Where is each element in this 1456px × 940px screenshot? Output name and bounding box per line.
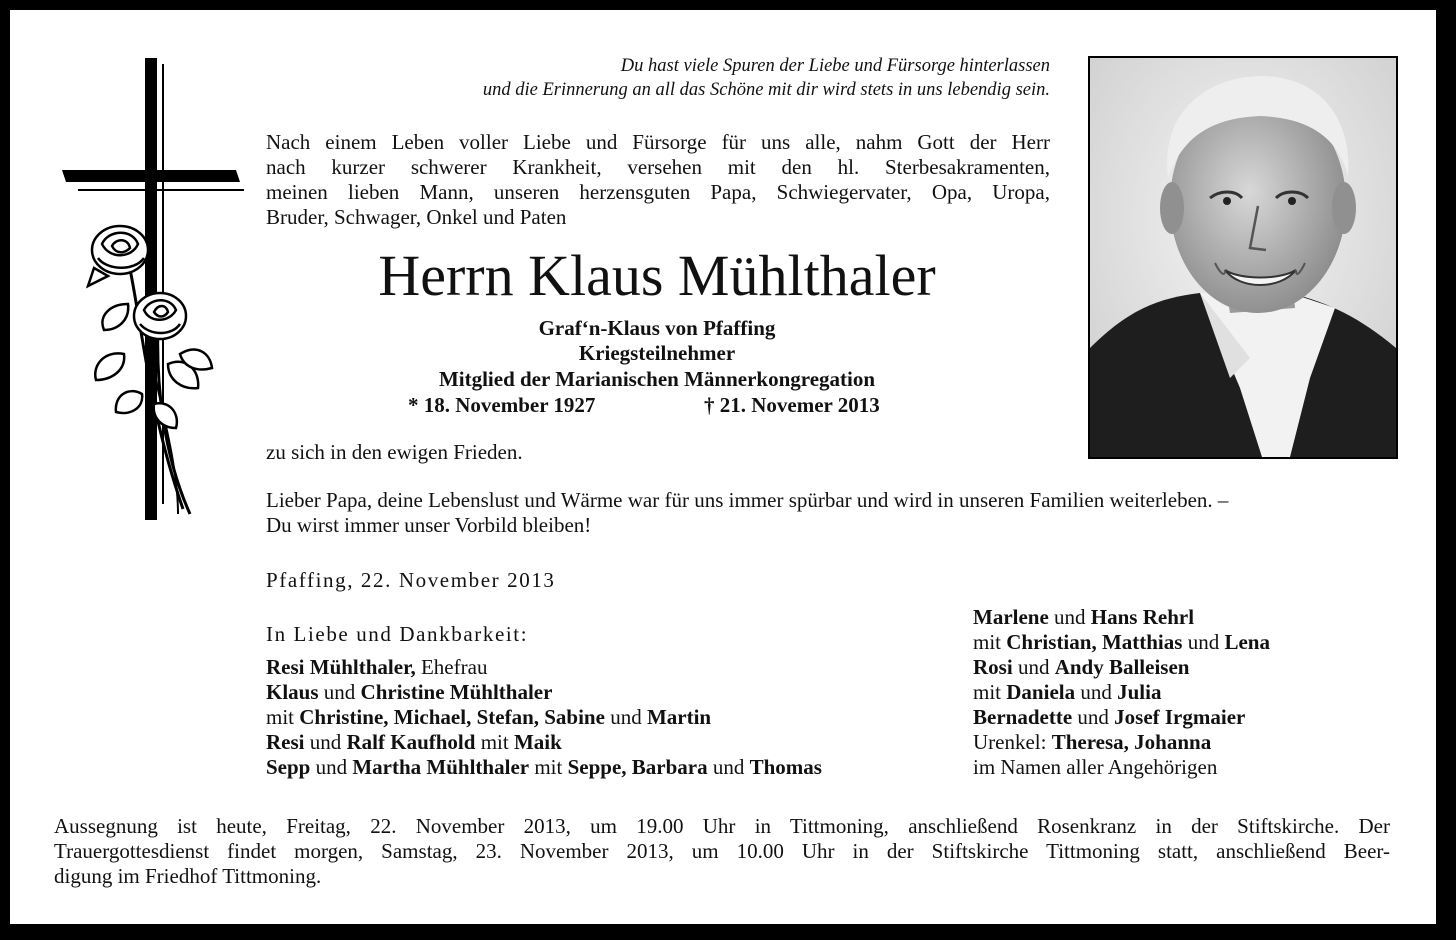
place-date: Pfaffing, 22. November 2013 bbox=[266, 568, 556, 592]
family-line bbox=[266, 655, 822, 680]
family-line bbox=[973, 655, 1270, 680]
motto-line-2: und die Erinnerung an all das Schöne mit dir wird stets in uns lebendig sein. bbox=[482, 80, 1050, 100]
family-name: Marlene bbox=[973, 605, 1049, 629]
family-line bbox=[266, 705, 822, 730]
birth-date: * 18. November 1927 bbox=[408, 393, 596, 417]
family-connector: Urenkel: bbox=[973, 730, 1052, 754]
family-name: Thomas bbox=[749, 755, 822, 779]
deceased-nickname: Graf‘n-Klaus von Pfaffing bbox=[538, 316, 776, 340]
family-name: Resi Mühlthaler, bbox=[266, 655, 416, 679]
family-name: Sepp bbox=[266, 755, 311, 779]
family-name: Christine Mühlthaler bbox=[360, 680, 553, 704]
motto-line-1: Du hast viele Spuren der Liebe und Fürsorge hinterlassen bbox=[620, 56, 1050, 76]
family-name: Christine, Michael, Stefan, Sabine bbox=[299, 705, 605, 729]
intro-line-3: meinen lieben Mann, unseren herzensguten Papa, Schwiegervater, Opa, Uropa, bbox=[266, 180, 1050, 204]
portrait-photo bbox=[1088, 56, 1398, 459]
family-connector: und bbox=[1182, 630, 1225, 654]
deceased-name: Herrn Klaus Mühlthaler bbox=[378, 243, 936, 308]
family-connector: und bbox=[310, 755, 353, 779]
family-name: Theresa, Johanna bbox=[1051, 730, 1212, 754]
family-name: Ralf Kaufhold bbox=[346, 730, 476, 754]
family-name: Christian, Matthias bbox=[1006, 630, 1183, 654]
family-list-right bbox=[973, 605, 1270, 780]
family-line bbox=[973, 630, 1270, 655]
family-name: Resi bbox=[266, 730, 305, 754]
family-connector: und bbox=[1012, 655, 1055, 679]
family-connector: und bbox=[1072, 705, 1115, 729]
family-connector: mit bbox=[973, 680, 1007, 704]
family-line bbox=[266, 755, 822, 780]
family-line bbox=[973, 605, 1270, 630]
family-name: Martha Mühlthaler bbox=[352, 755, 530, 779]
love-line: In Liebe und Dankbarkeit: bbox=[266, 622, 529, 646]
intro-line-4: Bruder, Schwager, Onkel und Paten bbox=[266, 205, 567, 229]
deceased-title-2: Mitglied der Marianischen Männerkongregation bbox=[438, 367, 876, 391]
family-name: Julia bbox=[1117, 680, 1162, 704]
obituary-notice bbox=[10, 10, 1436, 924]
family-name: Klaus bbox=[266, 680, 319, 704]
cross-with-roses-icon bbox=[58, 54, 248, 524]
family-connector: mit bbox=[529, 755, 568, 779]
family-line bbox=[973, 730, 1270, 755]
peace-line: zu sich in den ewigen Frieden. bbox=[266, 440, 523, 464]
family-connector: und bbox=[318, 680, 361, 704]
family-name: Maik bbox=[513, 730, 562, 754]
family-name: Andy Balleisen bbox=[1054, 655, 1190, 679]
family-name: Seppe, Barbara bbox=[567, 755, 708, 779]
death-date: † 21. Novemer 2013 bbox=[704, 393, 880, 417]
family-line bbox=[266, 680, 822, 705]
portrait-illustration bbox=[1090, 58, 1396, 457]
intro-line-1: Nach einem Leben voller Liebe und Fürsorge für uns alle, nahm Gott der Herr bbox=[266, 130, 1050, 154]
family-name: Martin bbox=[646, 705, 712, 729]
family-line bbox=[973, 705, 1270, 730]
service-line-1: Aussegnung ist heute, Freitag, 22. November 2013, um 19.00 Uhr in Tittmoning, anschließend Rosenkranz in der Stiftskirche. Der bbox=[54, 814, 1390, 838]
family-connector: mit bbox=[973, 630, 1007, 654]
deceased-title-1: Kriegsteilnehmer bbox=[578, 341, 736, 365]
family-connector: Ehefrau bbox=[415, 655, 488, 679]
tribute-line-1: Lieber Papa, deine Lebenslust und Wärme war für uns immer spürbar und wird in unseren Familien weiterleben. – bbox=[266, 488, 1229, 512]
family-name: Daniela bbox=[1006, 680, 1076, 704]
tribute-line-2: Du wirst immer unser Vorbild bleiben! bbox=[266, 513, 592, 537]
family-connector: mit bbox=[475, 730, 514, 754]
service-line-2: Trauergottesdienst findet morgen, Samstag, 23. November 2013, um 10.00 Uhr in der Stiftskirche Tittmoning statt, anschließend Beer- bbox=[54, 839, 1390, 863]
family-list-left bbox=[266, 655, 822, 780]
family-name: Hans Rehrl bbox=[1090, 605, 1195, 629]
family-name: Lena bbox=[1224, 630, 1270, 654]
family-connector: und bbox=[304, 730, 347, 754]
family-line bbox=[266, 730, 822, 755]
family-line bbox=[973, 680, 1270, 705]
family-connector: und bbox=[1048, 605, 1091, 629]
family-connector: mit bbox=[266, 705, 300, 729]
family-name: Bernadette bbox=[973, 705, 1073, 729]
family-connector: und bbox=[1075, 680, 1118, 704]
family-connector: und bbox=[604, 705, 647, 729]
service-line-3: digung im Friedhof Tittmoning. bbox=[54, 864, 322, 888]
family-name: Rosi bbox=[973, 655, 1013, 679]
family-connector: und bbox=[707, 755, 750, 779]
family-line bbox=[973, 755, 1270, 780]
family-connector: im Namen aller Angehörigen bbox=[973, 755, 1218, 779]
intro-line-2: nach kurzer schwerer Krankheit, versehen mit den hl. Sterbesakramenten, bbox=[266, 155, 1050, 179]
family-name: Josef Irgmaier bbox=[1114, 705, 1246, 729]
